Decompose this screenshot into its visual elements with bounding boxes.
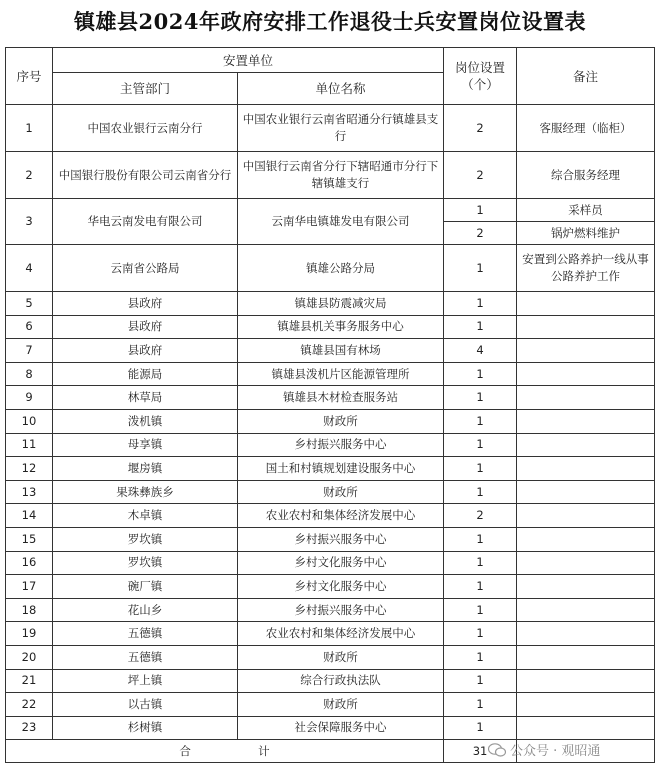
row-unit: 镇雄公路分局	[238, 245, 444, 292]
row-seq: 20	[6, 645, 53, 669]
table-row	[6, 645, 655, 669]
row-note	[517, 527, 655, 551]
row-note	[517, 315, 655, 339]
row-note	[517, 575, 655, 599]
table-row	[6, 693, 655, 717]
row-dept: 以古镇	[53, 693, 238, 717]
row-count: 2	[444, 222, 517, 245]
row-count: 1	[444, 457, 517, 481]
total-value: 31	[444, 740, 517, 763]
table-row	[6, 245, 655, 292]
row-note	[517, 386, 655, 410]
row-dept: 五德镇	[53, 622, 238, 646]
row-note	[517, 362, 655, 386]
row-count: 1	[444, 292, 517, 316]
row-dept: 果珠彝族乡	[53, 480, 238, 504]
header-positions-line2: （个）	[461, 77, 499, 92]
row-seq: 18	[6, 598, 53, 622]
page-title: 镇雄县2024年政府安排工作退役士兵安置岗位设置表	[74, 9, 586, 34]
table-row	[6, 386, 655, 410]
row-count: 2	[444, 105, 517, 152]
row-count: 1	[444, 386, 517, 410]
row-dept: 罗坎镇	[53, 551, 238, 575]
row-unit: 社会保障服务中心	[238, 716, 444, 740]
row-count: 1	[444, 199, 517, 222]
table-row	[6, 433, 655, 457]
row-count: 1	[444, 433, 517, 457]
row-seq: 5	[6, 292, 53, 316]
row-count: 4	[444, 339, 517, 363]
row-dept: 坪上镇	[53, 669, 238, 693]
table-row	[6, 669, 655, 693]
row-unit: 财政所	[238, 645, 444, 669]
row-note	[517, 457, 655, 481]
row-note	[517, 292, 655, 316]
row-seq: 10	[6, 409, 53, 433]
table-row	[6, 716, 655, 740]
row-dept: 泼机镇	[53, 409, 238, 433]
row-note	[517, 480, 655, 504]
row-note	[517, 551, 655, 575]
row-count: 1	[444, 645, 517, 669]
row-dept: 林草局	[53, 386, 238, 410]
total-label-a: 合	[179, 743, 191, 758]
wechat-icon	[488, 743, 506, 757]
row-dept: 碗厂镇	[53, 575, 238, 599]
row-unit: 乡村文化服务中心	[238, 575, 444, 599]
row-seq: 1	[6, 105, 53, 152]
header-positions-line1: 岗位设置	[455, 60, 506, 75]
table-row	[6, 362, 655, 386]
row-dept: 花山乡	[53, 598, 238, 622]
row-note	[517, 504, 655, 528]
header-positions	[444, 48, 517, 105]
row-count: 1	[444, 409, 517, 433]
row-seq: 4	[6, 245, 53, 292]
table-row	[6, 457, 655, 481]
row-note	[517, 645, 655, 669]
table-row	[6, 315, 655, 339]
row-dept: 堰房镇	[53, 457, 238, 481]
row-unit: 镇雄县泼机片区能源管理所	[238, 362, 444, 386]
row-unit: 财政所	[238, 480, 444, 504]
table-row	[6, 504, 655, 528]
row-dept: 县政府	[53, 339, 238, 363]
row-seq: 13	[6, 480, 53, 504]
table-row	[6, 339, 655, 363]
row-note: 锅炉燃料维护	[517, 222, 655, 245]
row-count: 1	[444, 575, 517, 599]
row-unit: 农业农村和集体经济发展中心	[238, 504, 444, 528]
row-count: 1	[444, 622, 517, 646]
row-seq: 3	[6, 199, 53, 245]
row-seq: 23	[6, 716, 53, 740]
row-seq: 7	[6, 339, 53, 363]
table-row	[6, 575, 655, 599]
row-dept: 母享镇	[53, 433, 238, 457]
table-row	[6, 480, 655, 504]
row-unit: 乡村振兴服务中心	[238, 527, 444, 551]
row-dept: 木卓镇	[53, 504, 238, 528]
row-dept: 县政府	[53, 315, 238, 339]
row-seq: 11	[6, 433, 53, 457]
row-unit: 农业农村和集体经济发展中心	[238, 622, 444, 646]
row-dept: 能源局	[53, 362, 238, 386]
row-count: 1	[444, 480, 517, 504]
row-note: 采样员	[517, 199, 655, 222]
row-unit: 乡村振兴服务中心	[238, 433, 444, 457]
table-row	[6, 409, 655, 433]
watermark	[488, 740, 600, 759]
row-count: 1	[444, 527, 517, 551]
row-count: 1	[444, 245, 517, 292]
row-unit: 镇雄县木材检查服务站	[238, 386, 444, 410]
row-note	[517, 598, 655, 622]
row-count: 1	[444, 598, 517, 622]
table-row	[6, 622, 655, 646]
row-seq: 8	[6, 362, 53, 386]
table-row	[6, 527, 655, 551]
row-note	[517, 693, 655, 717]
row-seq: 16	[6, 551, 53, 575]
row-unit: 中国农业银行云南省昭通分行镇雄县支行	[238, 105, 444, 152]
row-seq: 22	[6, 693, 53, 717]
row-unit: 国土和村镇规划建设服务中心	[238, 457, 444, 481]
row-seq: 14	[6, 504, 53, 528]
row-dept: 县政府	[53, 292, 238, 316]
row-unit: 综合行政执法队	[238, 669, 444, 693]
row-dept: 云南省公路局	[53, 245, 238, 292]
table-row	[6, 152, 655, 199]
row-dept: 五德镇	[53, 645, 238, 669]
row-count: 2	[444, 152, 517, 199]
row-count: 1	[444, 315, 517, 339]
row-unit: 云南华电镇雄发电有限公司	[238, 199, 444, 245]
row-seq: 2	[6, 152, 53, 199]
row-note	[517, 716, 655, 740]
row-dept: 中国农业银行云南分行	[53, 105, 238, 152]
row-unit: 镇雄县机关事务服务中心	[238, 315, 444, 339]
total-label-b: 计	[258, 743, 270, 758]
header-unit-group: 安置单位	[53, 48, 444, 73]
row-note	[517, 669, 655, 693]
row-note	[517, 409, 655, 433]
row-seq: 19	[6, 622, 53, 646]
row-dept: 中国银行股份有限公司云南省分行	[53, 152, 238, 199]
row-seq: 12	[6, 457, 53, 481]
row-dept: 华电云南发电有限公司	[53, 199, 238, 245]
row-dept: 罗坎镇	[53, 527, 238, 551]
header-seq: 序号	[6, 48, 53, 105]
table-row	[6, 551, 655, 575]
row-count: 1	[444, 693, 517, 717]
placement-table	[5, 47, 655, 763]
table-row	[6, 105, 655, 152]
row-dept: 杉树镇	[53, 716, 238, 740]
total-label	[6, 740, 444, 763]
row-unit: 中国银行云南省分行下辖昭通市分行下辖镇雄支行	[238, 152, 444, 199]
row-unit: 财政所	[238, 693, 444, 717]
row-note: 综合服务经理	[517, 152, 655, 199]
row-unit: 镇雄县防震减灾局	[238, 292, 444, 316]
header-note: 备注	[517, 48, 655, 105]
row-count: 1	[444, 716, 517, 740]
row-count: 1	[444, 669, 517, 693]
row-seq: 21	[6, 669, 53, 693]
row-seq: 9	[6, 386, 53, 410]
row-note: 安置到公路养护一线从事公路养护工作	[517, 245, 655, 292]
row-unit: 财政所	[238, 409, 444, 433]
row-count: 1	[444, 362, 517, 386]
row-note	[517, 622, 655, 646]
table-row	[6, 292, 655, 316]
row-count: 2	[444, 504, 517, 528]
row-note	[517, 433, 655, 457]
header-unit-name: 单位名称	[238, 73, 444, 105]
row-unit: 乡村振兴服务中心	[238, 598, 444, 622]
row-note: 客服经理（临柜）	[517, 105, 655, 152]
row-seq: 15	[6, 527, 53, 551]
row-count: 1	[444, 551, 517, 575]
row-seq: 6	[6, 315, 53, 339]
header-dept: 主管部门	[53, 73, 238, 105]
watermark-text: 公众号 · 观昭通	[510, 744, 601, 759]
row-unit: 乡村文化服务中心	[238, 551, 444, 575]
row-note	[517, 339, 655, 363]
row-seq: 17	[6, 575, 53, 599]
table-row	[6, 598, 655, 622]
table-row	[6, 199, 655, 222]
row-unit: 镇雄县国有林场	[238, 339, 444, 363]
